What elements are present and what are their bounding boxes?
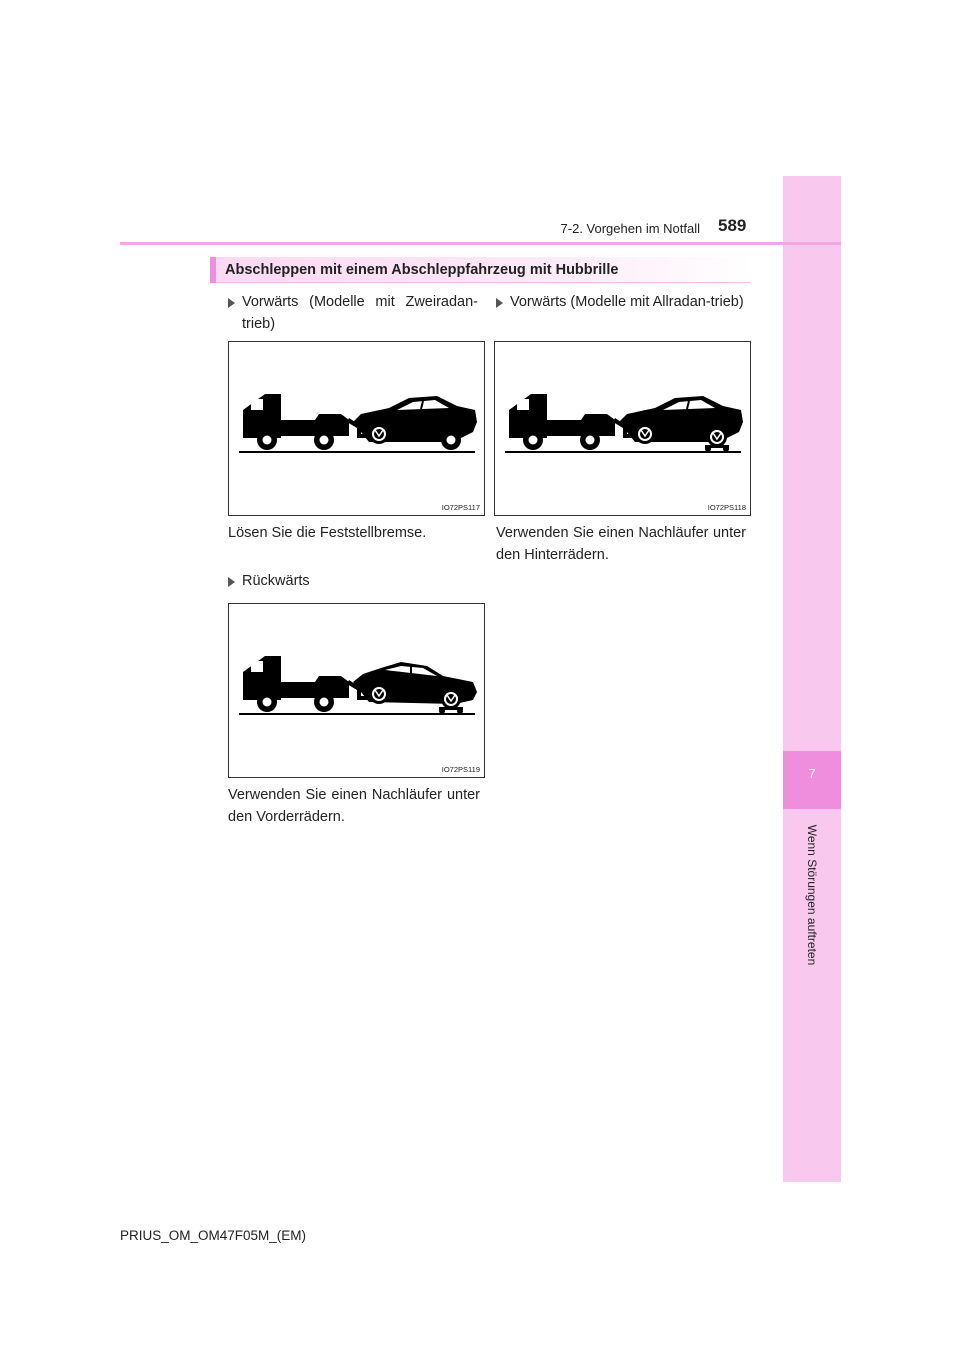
chapter-number: 7	[808, 766, 816, 781]
section-title: Abschleppen mit einem Abschleppfahrzeug mit Hubbrille	[210, 257, 750, 283]
caption-forward-awd: Verwenden Sie einen Nachläufer unter den Hinterrädern.	[496, 525, 746, 563]
bullet-item-forward-awd	[496, 291, 746, 313]
bullet-item-forward-2wd	[228, 291, 478, 335]
figure-forward-awd	[494, 341, 751, 516]
bullet-arrow-icon	[228, 577, 235, 587]
figure-backward	[228, 603, 485, 778]
figure-code: IO72PS117	[441, 503, 480, 512]
footer-doc-code: PRIUS_OM_OM47F05M_(EM)	[120, 1228, 307, 1243]
figure-forward-2wd	[228, 341, 485, 516]
page-number: 589	[718, 216, 747, 235]
tow-truck-2wd-illustration	[229, 342, 486, 517]
bullet-label: Vorwärts (Modelle mit Zweiradan-trieb)	[242, 294, 478, 332]
bullet-arrow-icon	[496, 298, 503, 308]
section-title-rule	[216, 282, 750, 283]
caption-backward: Verwenden Sie einen Nachläufer unter den Vorderrädern.	[228, 787, 480, 825]
figure-code: IO72PS118	[707, 503, 746, 512]
chapter-side-tab	[783, 176, 841, 1182]
header-section-title: 7-2. Vorgehen im Notfall	[560, 221, 700, 236]
tow-truck-backward-illustration	[229, 604, 486, 779]
caption-forward-2wd: Lösen Sie die Feststellbremse.	[228, 525, 427, 541]
figure-code: IO72PS119	[441, 765, 480, 774]
bullet-label: Vorwärts (Modelle mit Allradan-trieb)	[510, 294, 744, 310]
bullet-item-backward	[228, 570, 478, 592]
chapter-title: Wenn Störungen auftreten	[805, 824, 819, 966]
header-divider	[120, 242, 841, 245]
bullet-arrow-icon	[228, 298, 235, 308]
tow-truck-awd-illustration	[495, 342, 752, 517]
bullet-label: Rückwärts	[242, 573, 310, 589]
